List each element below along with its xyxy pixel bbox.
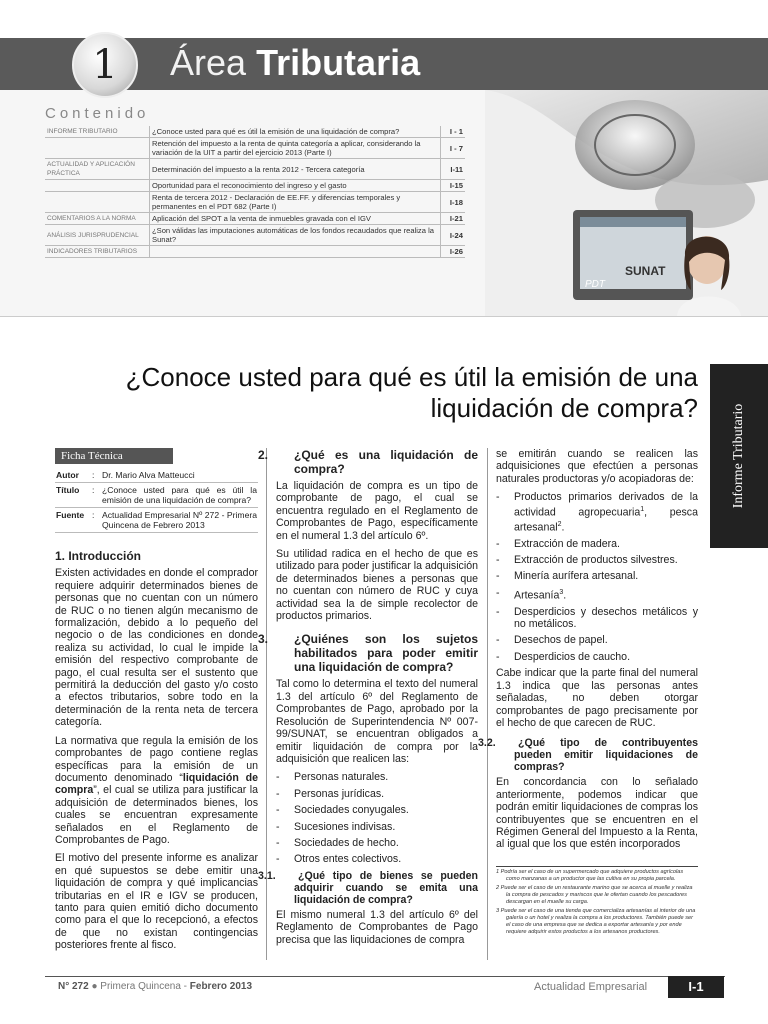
toc-title: Determinación del impuesto a la renta 2012 - Tercera categoría	[150, 159, 441, 180]
paragraph: La liquidación de compra es un tipo de comprobante de pago, el cual se encuentra regulado en el Reglamento de Comprobantes de Pago, específicamente en el numeral 1.3 del artículo 6º.	[276, 480, 478, 542]
section-3-title	[258, 632, 478, 675]
toc-category	[45, 192, 150, 213]
column-rule	[266, 448, 267, 960]
header-illustration	[485, 90, 768, 316]
list-item: - Sociedades conyugales.	[276, 804, 478, 816]
section-title-text: ¿Quiénes son los sujetos habilitados para poder emitir una liquidación de compra?	[294, 632, 478, 675]
monitor-illustration	[573, 210, 693, 300]
list-item: - Otros entes colectivos.	[276, 853, 478, 865]
list-item: - Personas jurídicas.	[276, 788, 478, 800]
paragraph: Cabe indicar que la parte final del numeral 1.3 indica que las personas antes señaladas, no deben otorgar comprobantes de pago precisamente por el hecho de que carecen de RUC.	[496, 667, 698, 729]
section-number-label: 3.2.	[478, 737, 496, 750]
toc-category	[45, 138, 150, 159]
section-number-label: 2.	[258, 448, 269, 462]
subject-list	[276, 771, 478, 865]
section-3-1-title	[258, 869, 478, 906]
toc-page: I-15	[441, 180, 466, 192]
footnotes	[496, 866, 698, 936]
paragraph-text: La normativa que regula la emisión de los comprobantes de pago contiene reglas específicas para la emisión de un documento denominado “	[55, 734, 258, 784]
ficha-value: ¿Conoce usted para qué es útil la emisión de una liquidación de compra?	[101, 483, 258, 508]
toc-page: I-11	[441, 159, 466, 180]
list-item-text: Desechos de papel.	[514, 634, 608, 647]
list-item-text: Artesanía	[514, 589, 560, 602]
footnote-ref: 2	[557, 520, 562, 528]
toc-category: ANÁLISIS JURISPRUDENCIAL	[45, 225, 150, 246]
list-item: - Sociedades de hecho.	[276, 837, 478, 849]
footnote-ref: 3	[559, 588, 564, 596]
list-item: - Sucesiones indivisas.	[276, 821, 478, 833]
section-2-title	[258, 448, 478, 476]
section-title	[170, 42, 420, 84]
list-item-text: , pesca artesanal	[514, 506, 698, 534]
paragraph-text: ”, el cual se utiliza para justificar la adquisición de determinados bienes, los cuales se encuentran expresamente señalados en el Reglamento de Comprobantes de Pago.	[55, 784, 258, 846]
toc-category: INFORME TRIBUTARIO	[45, 126, 150, 138]
footer-issue: N° 272 ● Primera Quincena - Febrero 2013	[58, 981, 253, 992]
toc-row	[45, 180, 465, 192]
footnote: 3 Puede ser el caso de una tienda que comercializa artesanías al interior de una galería o un hotel y realiza la compra a los productores. También puede ser el caso de una empresa que se dedica a exportar artesanía y por ende requiere adquirir estos productos a los artesanos productores.	[496, 908, 696, 935]
toc-row	[45, 225, 465, 246]
section-3-2-title	[478, 737, 698, 774]
section-title-word2: Tributaria	[256, 42, 421, 83]
column-rule	[487, 448, 488, 960]
column-2	[258, 448, 478, 952]
list-item	[496, 587, 698, 602]
toc-title: Retención del impuesto a la renta de quinta categoría a aplicar, considerando la variación de la UIT a partir del ejercicio 2013 (Parte I)	[150, 138, 441, 159]
toc-category	[45, 180, 150, 192]
paragraph: El motivo del presente informe es analizar en qué supuestos se debe emitir una liquidación de compra y qué implicancias tributarias en el IR e IGV se producen, tanto para quien emitió dicho documento como para el que lo recepcionó, a efectos de que no existan contingencias posteriores frente al fisco.	[55, 852, 258, 952]
toc-page: I - 1	[441, 126, 466, 138]
paragraph: se emitirán cuando se realicen las adquisiciones que efectúen a personas naturales productoras y/o acopiadoras de:	[496, 448, 698, 485]
section-1-title: 1. Introducción	[55, 549, 142, 564]
issue-month: Febrero 2013	[189, 981, 253, 992]
issue-number: N° 272	[58, 981, 89, 992]
table-of-contents	[45, 126, 465, 258]
ficha-key: Fuente	[55, 508, 91, 533]
list-item-text: Extracción de productos silvestres.	[514, 553, 678, 566]
paragraph: En concordancia con lo señalado anteriormente, podemos indicar que podrán emitir liquidaciones de compras los contribuyentes que se encuentren en el Régimen General del Impuesto a la Renta, al igual que los que estén incorporados	[496, 776, 698, 851]
toc-category: INDICADORES TRIBUTARIOS	[45, 246, 150, 258]
issue-period: Primera Quincena -	[100, 981, 187, 992]
side-tab-label: Informe Tributario	[731, 403, 746, 509]
toc-page: I-26	[441, 246, 466, 258]
sunat-label: SUNAT	[625, 264, 666, 278]
ficha-key: Título	[55, 483, 91, 508]
section-number-badge	[72, 32, 138, 98]
paragraph: Tal como lo determina el texto del numeral 1.3 del artículo 6º del Reglamento de Comprobantes de Pago, aprobado por la Resolución de Superintendencia Nº 007-99/SUNAT, se encuentran obligados a emitir liquidación de compra por la adquisición que realicen las:	[276, 678, 478, 765]
paragraph-bold: liquidación de compra	[55, 771, 258, 797]
goods-list	[496, 491, 698, 663]
section-side-tab	[710, 364, 768, 548]
footnote: 2 Puede ser el caso de un restaurante marino que se acerca al muelle y realiza la compra de pescados y mariscos que le ofertan cuando los pescadores descargan en el muelle su carga.	[496, 885, 693, 905]
ficha-value: Dr. Mario Alva Matteucci	[101, 468, 258, 483]
section-title-word1: Área	[170, 42, 247, 83]
paragraph: Su utilidad radica en el hecho de que es utilizado para poder justificar la adquisición de determinados bienes a personas que no cuentan con número de RUC y cuya actividad sea la de simple recolector de productos primarios.	[276, 548, 478, 623]
list-item	[496, 554, 698, 566]
section-number-label: 3.1.	[258, 869, 276, 882]
toc-page: I-24	[441, 225, 466, 246]
list-item: - Personas naturales.	[276, 771, 478, 783]
list-item	[496, 538, 698, 550]
ficha-row	[55, 468, 258, 483]
column-3	[478, 448, 698, 857]
toc-title: Renta de tercera 2012 - Declaración de EE.FF. y diferencias temporales y permanentes en el PDT 682 (Parte I)	[150, 192, 441, 213]
toc-title: ¿Son válidas las imputaciones automáticas de los fondos recaudados que realiza la Sunat?	[150, 225, 441, 246]
article-title: ¿Conoce usted para qué es útil la emisión de una liquidación de compra?	[125, 362, 698, 423]
toc-row	[45, 246, 465, 258]
section-title-text: ¿Qué tipo de contribuyentes pueden emitir liquidaciones de compras?	[514, 737, 698, 774]
toc-title	[150, 246, 441, 258]
ficha-colon: :	[91, 483, 101, 508]
list-item-text: Desperdicios de caucho.	[514, 650, 631, 663]
list-item-text: Desperdicios y desechos metálicos y no metálicos.	[514, 605, 698, 631]
list-item	[496, 651, 698, 663]
toc-page: I-21	[441, 213, 466, 225]
ficha-table	[55, 468, 258, 533]
ficha-key: Autor	[55, 468, 91, 483]
list-item-text: .	[563, 589, 567, 602]
ficha-colon: :	[91, 468, 101, 483]
ficha-heading: Ficha Técnica	[55, 448, 173, 464]
toc-page: I - 7	[441, 138, 466, 159]
list-item-text: Productos primarios derivados de la actividad agropecuaria	[514, 491, 698, 519]
toc-page: I-18	[441, 192, 466, 213]
toc-title: Oportunidad para el reconocimiento del ingreso y el gasto	[150, 180, 441, 192]
section-number: 1	[92, 42, 118, 88]
contents-label: Contenido	[45, 105, 150, 122]
list-item-text: .	[561, 521, 565, 534]
toc-row	[45, 159, 465, 180]
ficha-value: Actualidad Empresarial Nº 272 - Primera Quincena de Febrero 2013	[101, 508, 258, 533]
list-item	[496, 491, 698, 533]
section-title-text: ¿Qué es una liquidación de compra?	[294, 448, 478, 476]
footnote-ref: 1	[640, 505, 645, 513]
toc-title: ¿Conoce usted para qué es útil la emisión de una liquidación de compra?	[150, 126, 441, 138]
toc-category: ACTUALIDAD Y APLICACIÓN PRÁCTICA	[45, 159, 150, 180]
list-item	[496, 606, 698, 631]
ficha-row	[55, 508, 258, 533]
toc-category: COMENTARIOS A LA NORMA	[45, 213, 150, 225]
publication-name: Actualidad Empresarial	[534, 981, 648, 993]
page-number: I-1	[668, 976, 724, 998]
toc-row	[45, 192, 465, 213]
list-item	[496, 570, 698, 582]
section-title-text: ¿Qué tipo de bienes se pueden adquirir cuando se emita una liquidación de compra?	[294, 869, 478, 906]
footer-rule	[45, 976, 725, 977]
footnote: 1 Podría ser el caso de un supermercado que adquiere productos agrícolas como manzanas a un productor que las cultiva en su propia parcela.	[496, 869, 684, 882]
header-divider	[0, 316, 768, 317]
toc-row	[45, 138, 465, 159]
toc-row	[45, 213, 465, 225]
pdt-label: PDT	[585, 279, 605, 290]
ficha-row	[55, 483, 258, 508]
section-number-label: 3.	[258, 632, 269, 647]
column-1	[55, 448, 258, 958]
toc-title: Aplicación del SPOT a la venta de inmuebles gravada con el IGV	[150, 213, 441, 225]
ficha-colon: :	[91, 508, 101, 533]
paragraph: Existen actividades en donde el comprador requiere adquirir determinados bienes de personas que no cuentan con un número de RUC o no tienen algún mecanismo de formalización, debido a lo pequeño del negocio o de las condiciones en donde realiza su actividad, lo cual le impide la emisión del respectivo comprobante de pago, el cual resulta ser el sustento que permitirá la deducción del gasto y/o costo a efectos tributarios, sobre todo en la determinación de la renta neta de tercera categoría.	[55, 567, 258, 729]
list-item	[496, 634, 698, 646]
paragraph: El mismo numeral 1.3 del artículo 6º del Reglamento de Comprobantes de Pago precisa que las liquidaciones de compra	[276, 908, 478, 946]
toc-row	[45, 126, 465, 138]
list-item-text: Extracción de madera.	[514, 537, 620, 550]
paragraph	[55, 735, 258, 847]
list-item-text: Minería aurífera artesanal.	[514, 570, 639, 583]
